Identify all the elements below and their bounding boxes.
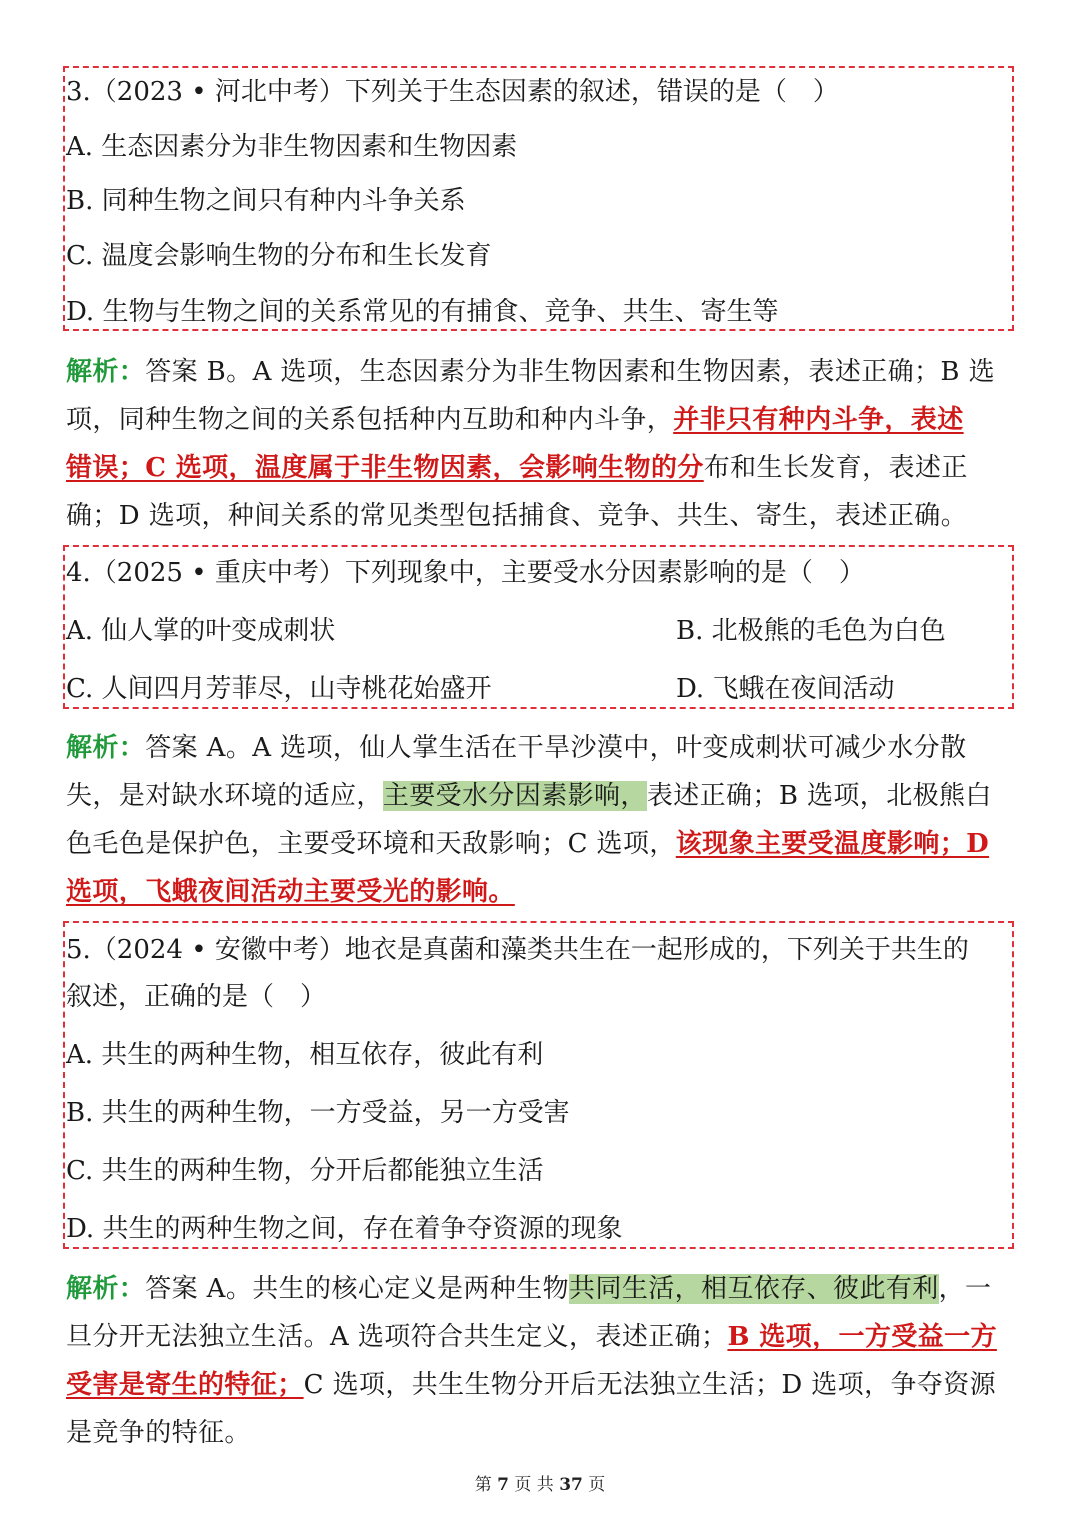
answer-4-text: 色毛色是保护色，主要受环境和天敌影响；C 选项，: [66, 829, 676, 859]
footer-prefix: 第: [474, 1475, 492, 1495]
answer-4-label: 解析：: [66, 733, 146, 763]
question-4-option-d: D. 飞蛾在夜间活动: [676, 674, 895, 704]
answer-3-text: 布和生长发育，表述正: [703, 453, 968, 483]
question-3-option-d: D. 生物与生物之间的关系常见的有捕食、竞争、共生、寄生等: [66, 297, 779, 327]
question-5-stem-line-1: 5.（2024 • 安徽中考）地衣是真菌和藻类共生在一起形成的，下列关于共生的: [66, 935, 969, 965]
answer-4-line-1: [66, 731, 967, 765]
answer-5-highlight: 共同生活，相互依存、彼此有利: [569, 1274, 939, 1304]
answer-5-line-2: [66, 1320, 997, 1354]
answer-4-text: 答案 A。A 选项，仙人掌生活在干旱沙漠中，叶变成刺状可减少水分散: [145, 733, 967, 763]
question-3-option-a: A. 生态因素分为非生物因素和生物因素: [66, 132, 518, 162]
answer-3-line-4: [66, 499, 967, 533]
question-3-stem: 3.（2023 • 河北中考）下列关于生态因素的叙述，错误的是（ ）: [66, 77, 839, 107]
question-3-option-c: C. 温度会影响生物的分布和生长发育: [66, 241, 492, 271]
answer-3-text: 答案 B。A 选项，生态因素分为非生物因素和生物因素，表述正确；B 选: [145, 357, 995, 387]
question-5-option-d: D. 共生的两种生物之间，存在着争夺资源的现象: [66, 1214, 623, 1244]
answer-4-line-3: [66, 827, 989, 861]
answer-5-text: 答案 A。共生的核心定义是两种生物: [145, 1274, 570, 1304]
answer-3-emphasis: 错误；C 选项，温度属于非生物因素，会影响生物的分: [66, 453, 704, 483]
answer-5-emphasis: 受害是寄生的特征；: [66, 1370, 304, 1400]
answer-4-emphasis: 该现象主要受温度影响；D: [675, 829, 990, 859]
answer-5-label: 解析：: [66, 1274, 146, 1304]
total-page-count: 37: [559, 1475, 583, 1495]
answer-3-line-3: [66, 451, 968, 485]
answer-4-highlight: 主要受水分因素影响，: [382, 781, 647, 811]
answer-5-emphasis: B 选项，一方受益一方: [727, 1322, 997, 1352]
answer-3-text: 确；D 选项，种间关系的常见类型包括捕食、竞争、共生、寄生，表述正确。: [66, 501, 968, 531]
question-5-stem-line-2: 叙述，正确的是（ ）: [66, 982, 327, 1012]
answer-5-line-4: [66, 1416, 251, 1450]
question-4-stem: 4.（2025 • 重庆中考）下列现象中，主要受水分因素影响的是（ ）: [66, 558, 865, 588]
question-4-option-c: C. 人间四月芳菲尽，山寺桃花始盛开: [66, 674, 492, 704]
current-page-number: 7: [497, 1475, 509, 1495]
page-footer: [0, 1470, 1080, 1495]
answer-5-text: 是竞争的特征。: [66, 1418, 251, 1448]
answer-3-text: 项，同种生物之间的关系包括种内互助和种内斗争，: [66, 405, 674, 435]
answer-4-emphasis: 选项，飞蛾夜间活动主要受光的影响。: [66, 877, 515, 907]
answer-4-line-2: [66, 779, 992, 813]
question-5-option-a: A. 共生的两种生物，相互依存，彼此有利: [66, 1040, 544, 1070]
answer-5-text: ，一: [938, 1274, 992, 1304]
answer-5-line-1: [66, 1272, 991, 1306]
answer-4-text: 失，是对缺水环境的适应，: [66, 781, 383, 811]
answer-5-text: C 选项，共生生物分开后无法独立生活；D 选项，争夺资源: [303, 1370, 997, 1400]
question-4-option-b: B. 北极熊的毛色为白色: [676, 616, 946, 646]
answer-5-text: 旦分开无法独立生活。A 选项符合共生定义，表述正确；: [66, 1322, 728, 1352]
question-5-box: [63, 921, 1014, 1249]
answer-3-line-1: [66, 355, 995, 389]
question-4-option-a: A. 仙人掌的叶变成刺状: [66, 616, 336, 646]
answer-3-label: 解析：: [66, 357, 146, 387]
answer-3-emphasis: 并非只有种内斗争，表述: [673, 405, 964, 435]
answer-4-text: 表述正确；B 选项，北极熊白: [646, 781, 992, 811]
footer-middle: 页 共: [514, 1475, 554, 1495]
answer-3-line-2: [66, 403, 964, 437]
footer-suffix: 页: [588, 1475, 606, 1495]
question-5-option-c: C. 共生的两种生物，分开后都能独立生活: [66, 1156, 544, 1186]
answer-5-line-3: [66, 1368, 996, 1402]
question-3-option-b: B. 同种生物之间只有种内斗争关系: [66, 186, 466, 216]
question-5-option-b: B. 共生的两种生物，一方受益，另一方受害: [66, 1098, 570, 1128]
answer-4-line-4: [66, 875, 515, 909]
